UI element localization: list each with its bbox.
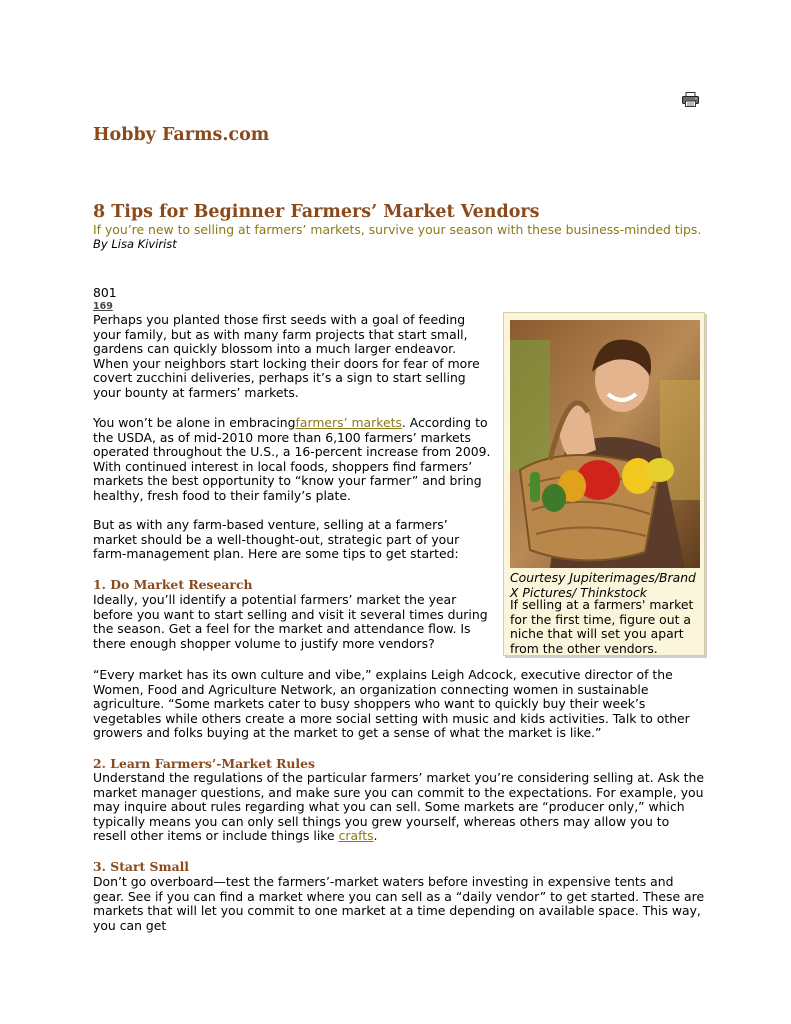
- comment-count-link[interactable]: 169: [93, 301, 113, 312]
- photo-credit: Courtesy Jupiterimages/Brand X Pictures/ Thinkstock: [510, 570, 696, 600]
- tip-1-paragraph-1: Ideally, you’ll identify a potential farmers’ market the year before you want to start selling and visit it several times during the season. Get a feel for the market and attendance flow. Is there enough shopper volume to justify more vendors?: [93, 592, 488, 651]
- tip-2-paragraph-1: [93, 771, 705, 844]
- byline: By Lisa Kivirist: [93, 237, 177, 251]
- farmers-markets-link[interactable]: farmers’ markets: [295, 415, 402, 430]
- intro-paragraph-3: But as with any farm-based venture, selling at a farmers’ market should be a well-thought-out, strategic part of your farm-management plan. Here are some tips to get started:: [93, 517, 460, 562]
- vendor-photo: [510, 320, 700, 568]
- view-count: 801: [93, 285, 117, 300]
- intro-paragraph-2: [93, 416, 493, 504]
- article-title: 8 Tips for Beginner Farmers’ Market Vendors: [93, 202, 540, 222]
- intro-p2-text-before: You won’t be alone in embracing: [93, 415, 296, 430]
- intro-paragraph-1: Perhaps you planted those first seeds with a goal of feeding your family, but as with many farm projects that start small, gardens can quickly blossom into a much larger endeavor. When your neighbors start locking their doors for fear of more covert zucchini deliveries, perhaps it’s a sign to start selling your bounty at farmers’ markets.: [93, 312, 480, 400]
- printer-icon[interactable]: [682, 92, 699, 107]
- intro-p2-text-after: . According to the USDA, as of mid-2010 more than 6,100 farmers’ markets operated throughout the U.S., a 16-percent increase from 2009. With continued interest in local foods, shoppers find farmers’ markets the best opportunity to “know your farmer” and bring healthy, fresh food to their family’s plate.: [93, 415, 491, 503]
- tip-1-heading: 1. Do Market Research: [93, 577, 253, 592]
- crafts-link[interactable]: crafts: [338, 828, 374, 844]
- tip-2-text-after: .: [373, 828, 378, 844]
- photo-caption: If selling at a farmers' market for the first time, figure out a niche that will set you apart from the other vendors.: [510, 597, 694, 656]
- tip-2-text-before: Understand the regulations of the particular farmers’ market you’re considering selling at. Ask the market manager questions, and make sure you can commit to the expectations. For example, you may inquire about rules regarding what you can sell. Some markets are “producer only,” which typically means you can only sell things you grew yourself, whereas others may allow you to resell other items or include things like: [93, 770, 704, 844]
- tip-1-paragraph-2: “Every market has its own culture and vibe,” explains Leigh Adcock, executive director of the Women, Food and Agriculture Network, an organization connecting women in sustainable agriculture. “Some markets cater to busy shoppers who want to quickly buy their week’s vegetables while others create a more social setting with music and kids activities. Talk to other growers and folks buying at the market to get a sense of what the market is like.”: [93, 667, 690, 741]
- article-subtitle: If you’re new to selling at farmers’ markets, survive your season with these business-minded tips.: [93, 222, 702, 237]
- figure-box: [503, 312, 705, 656]
- tip-3-heading: 3. Start Small: [93, 859, 190, 874]
- tip-3-paragraph-1: Don’t go overboard—test the farmers’-market waters before investing in expensive tents and gear. See if you can find a market where you can sell as a “daily vendor” to get started. These are markets that will let you commit to one market at a time depending on available space. This way, you can get: [93, 874, 705, 933]
- site-title: Hobby Farms.com: [93, 125, 270, 145]
- tip-2-heading: 2. Learn Farmers’-Market Rules: [93, 756, 316, 771]
